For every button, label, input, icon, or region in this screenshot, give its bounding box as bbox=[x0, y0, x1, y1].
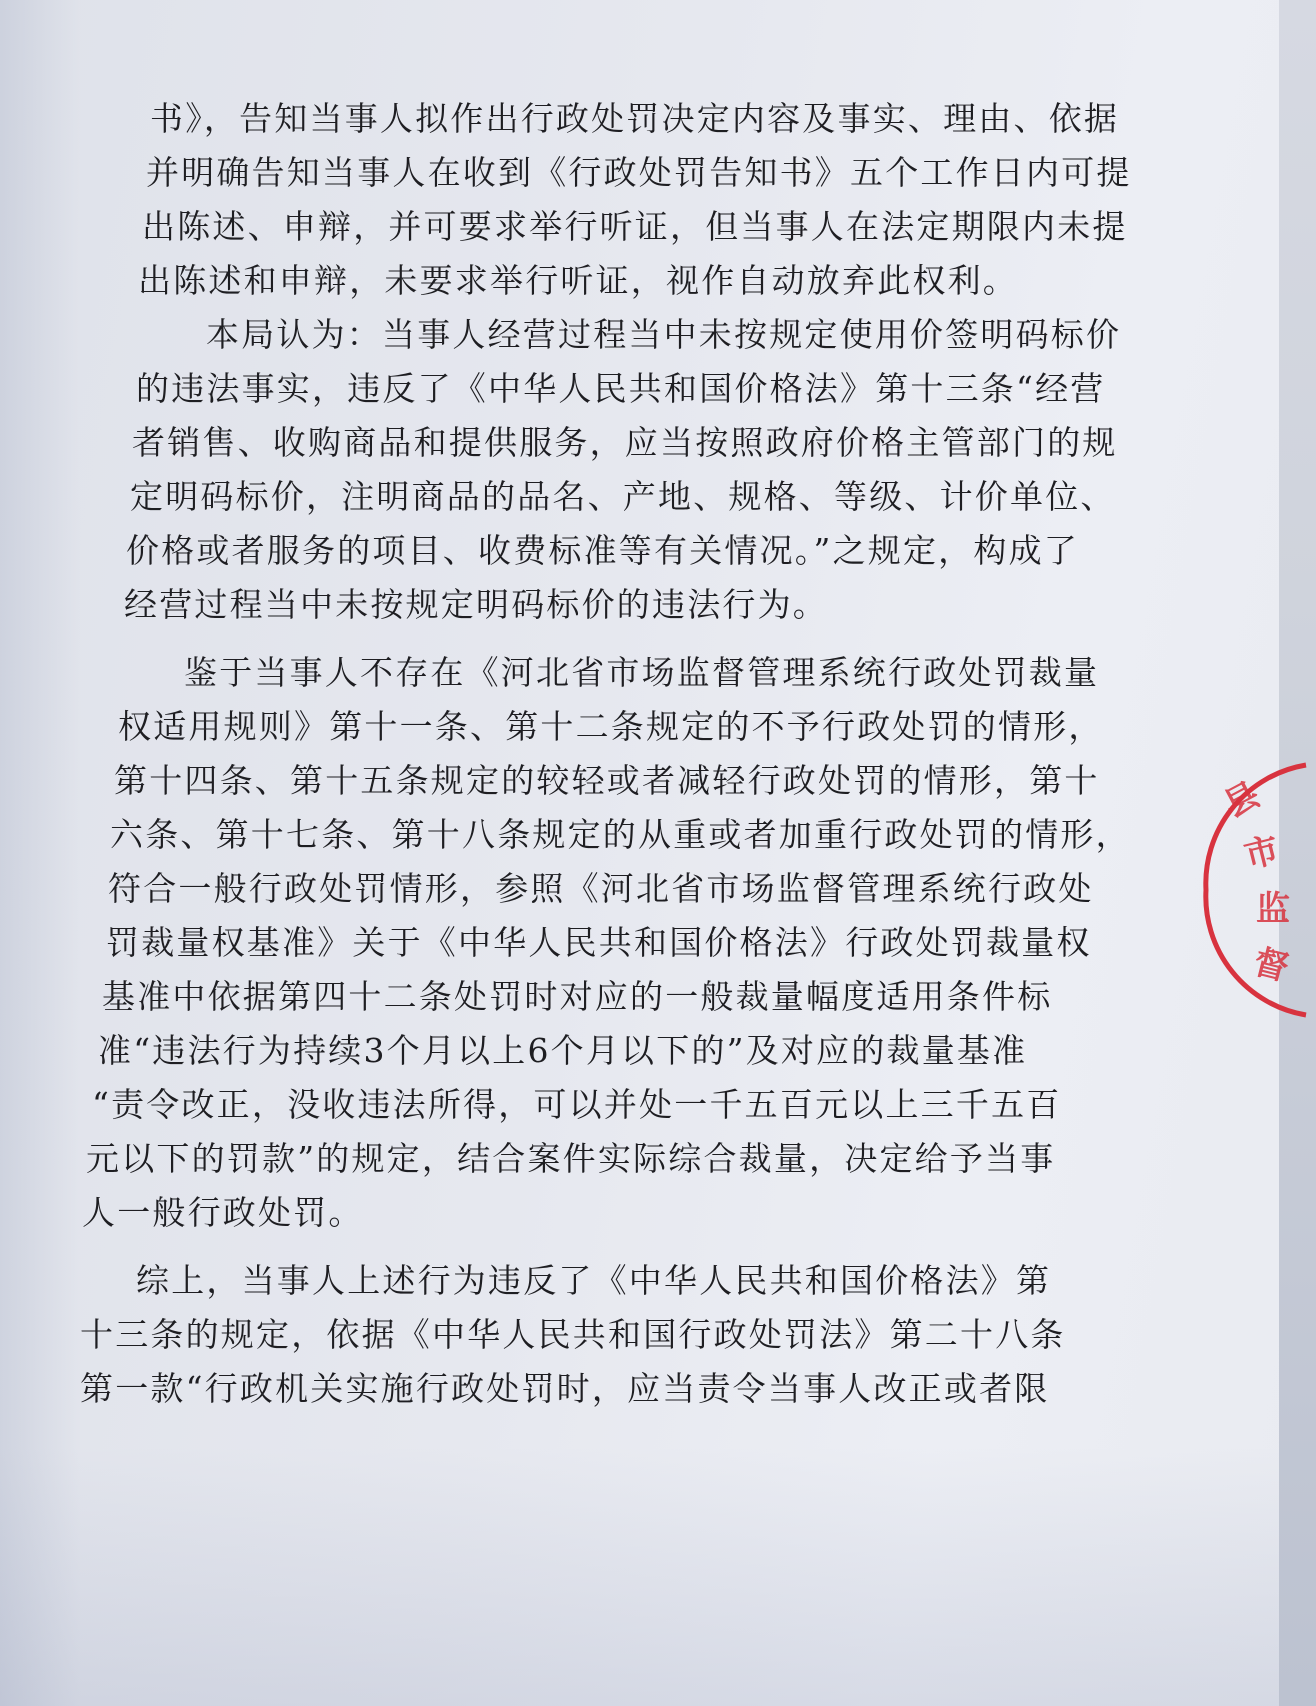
page-shadow-bottom bbox=[0, 1446, 1279, 1706]
text-line: 者销售、收购商品和提供服务，应当按照政府价格主管部门的规 bbox=[132, 423, 1118, 462]
text-line: 符合一般行政处罚情形，参照《河北省市场监督管理系统行政处 bbox=[108, 869, 1094, 908]
document-body bbox=[80, 92, 1132, 1416]
official-seal bbox=[1196, 760, 1316, 1020]
text-line: 六条、第十七条、第十八条规定的从重或者加重行政处罚的情形， bbox=[110, 815, 1131, 854]
text-line: 元以下的罚款”的规定，结合案件实际综合裁量，决定给予当事 bbox=[86, 1139, 1056, 1178]
text-line: 第一款“行政机关实施行政处罚时，应当责令当事人改正或者限 bbox=[80, 1369, 1050, 1408]
text-line: 的违法事实，违反了《中华人民共和国价格法》第十三条“经营 bbox=[136, 369, 1106, 408]
text-line: 综上，当事人上述行为违反了《中华人民共和国价格法》第 bbox=[136, 1261, 1052, 1300]
text-line: 定明码标价，注明商品的品名、产地、规格、等级、计价单位、 bbox=[130, 477, 1116, 516]
text-line: 并明确告知当事人在收到《行政处罚告知书》五个工作日内可提 bbox=[146, 153, 1132, 192]
text-line: 经营过程当中未按规定明码标价的违法行为。 bbox=[124, 585, 828, 624]
text-line: “责令改正，没收违法所得，可以并处一千五百元以上三千五百 bbox=[92, 1085, 1062, 1124]
text-line: 罚裁量权基准》关于《中华人民共和国价格法》行政处罚裁量权 bbox=[106, 923, 1092, 962]
svg-text:督: 督 bbox=[1249, 941, 1293, 989]
text-line: 鉴于当事人不存在《河北省市场监督管理系统行政处罚裁量 bbox=[184, 653, 1100, 692]
text-line: 十三条的规定，依据《中华人民共和国行政处罚法》第二十八条 bbox=[80, 1315, 1066, 1354]
text-line: 权适用规则》第十一条、第十二条规定的不予行政处罚的情形， bbox=[118, 707, 1104, 746]
text-line: 书》，告知当事人拟作出行政处罚决定内容及事实、理由、依据 bbox=[150, 99, 1120, 138]
text-line: 出陈述、申辩，并可要求举行听证，但当事人在法定期限内未提 bbox=[142, 207, 1128, 246]
svg-text:县: 县 bbox=[1217, 774, 1267, 826]
text-line: 价格或者服务的项目、收费标准等有关情况。”之规定，构成了 bbox=[126, 531, 1079, 570]
svg-text:监: 监 bbox=[1256, 889, 1290, 929]
text-line: 出陈述和申辩，未要求举行听证，视作自动放弃此权利。 bbox=[138, 261, 1018, 300]
svg-text:市: 市 bbox=[1240, 829, 1284, 877]
text-line: 基准中依据第四十二条处罚时对应的一般裁量幅度适用条件标 bbox=[102, 977, 1053, 1016]
text-line: 人一般行政处罚。 bbox=[82, 1193, 364, 1232]
text-line: 第十四条、第十五条规定的较轻或者减轻行政处罚的情形，第十 bbox=[114, 761, 1100, 800]
text-line: 本局认为：当事人经营过程当中未按规定使用价签明码标价 bbox=[206, 315, 1122, 354]
text-line: 准“违法行为持续3个月以上6个月以下的”及对应的裁量基准 bbox=[98, 1031, 1028, 1070]
